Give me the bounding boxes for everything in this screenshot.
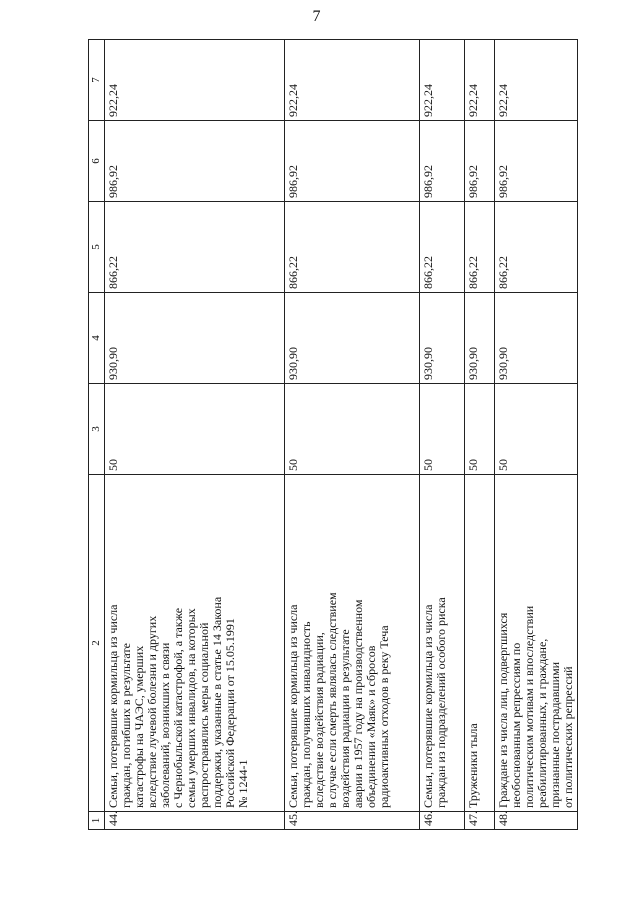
- row-value-col7: 922,24: [420, 40, 465, 121]
- row-value-col4: 930,90: [105, 293, 285, 384]
- row-description: Граждане из числа лиц, подвергшихся необоснованным репрессиям по политическим мотивам и впоследствии реабилитированных, и граждане, признанные пострадавшими от политических репрессий: [495, 475, 578, 812]
- row-description: Семьи, потерявшие кормильца из числа граждан, погибших в результате катастрофы на ЧАЭС, умерших вследствие лучевой болезни и других заболеваний, возникших в связи с Чернобыльской катастрофой, а также семьи умерших инвалидов, на которых распространялись меры социальной поддержки, указанные в статье 14 Закона Российской Федерации от 15.05.1991 № 1244-1: [105, 475, 285, 812]
- row-value-col6: 986,92: [285, 121, 420, 202]
- rotated-table-container: [88, 40, 575, 830]
- row-description: Семьи, потерявшие кормильца из числа граждан, получивших инвалидность вследствие воздействия радиации, в случае если смерть являлась следствием воздействия радиации в результате аварии в 1957 году на производственном объединении «Маяк» и сбросов радиоактивных отходов в реку Теча: [285, 475, 420, 812]
- row-number: 44.: [105, 812, 285, 830]
- row-value-col7: 922,24: [105, 40, 285, 121]
- row-value-col6: 986,92: [105, 121, 285, 202]
- row-value-col5: 866,22: [495, 202, 578, 293]
- header-cell: 6: [89, 121, 105, 202]
- page-number: 7: [312, 8, 321, 25]
- header-cell: 2: [89, 475, 105, 812]
- header-cell: 7: [89, 40, 105, 121]
- row-number: 46.: [420, 812, 465, 830]
- row-value-col3: 50: [285, 384, 420, 475]
- table-row: [105, 40, 285, 830]
- table-row: [495, 40, 578, 830]
- row-number: 48.: [495, 812, 578, 830]
- header-cell: 4: [89, 293, 105, 384]
- row-description: Труженики тыла: [465, 475, 495, 812]
- row-value-col6: 986,92: [465, 121, 495, 202]
- row-number: 45.: [285, 812, 420, 830]
- table-row: [420, 40, 465, 830]
- row-value-col3: 50: [465, 384, 495, 475]
- row-value-col7: 922,24: [495, 40, 578, 121]
- row-value-col3: 50: [420, 384, 465, 475]
- row-value-col4: 930,90: [495, 293, 578, 384]
- row-value-col4: 930,90: [465, 293, 495, 384]
- benefits-table: [88, 39, 578, 830]
- row-value-col6: 986,92: [495, 121, 578, 202]
- row-value-col4: 930,90: [420, 293, 465, 384]
- row-value-col3: 50: [495, 384, 578, 475]
- header-cell: 3: [89, 384, 105, 475]
- row-number: 47.: [465, 812, 495, 830]
- table-row: [285, 40, 420, 830]
- row-value-col7: 922,24: [465, 40, 495, 121]
- row-value-col5: 866,22: [285, 202, 420, 293]
- table-row: [465, 40, 495, 830]
- row-value-col4: 930,90: [285, 293, 420, 384]
- row-description: Семьи, потерявшие кормильца из числа граждан из подразделений особого риска: [420, 475, 465, 812]
- table-header-row: [89, 40, 105, 830]
- row-value-col5: 866,22: [465, 202, 495, 293]
- row-value-col5: 866,22: [105, 202, 285, 293]
- row-value-col5: 866,22: [420, 202, 465, 293]
- header-cell: 5: [89, 202, 105, 293]
- row-value-col6: 986,92: [420, 121, 465, 202]
- header-cell: 1: [89, 812, 105, 830]
- row-value-col3: 50: [105, 384, 285, 475]
- row-value-col7: 922,24: [285, 40, 420, 121]
